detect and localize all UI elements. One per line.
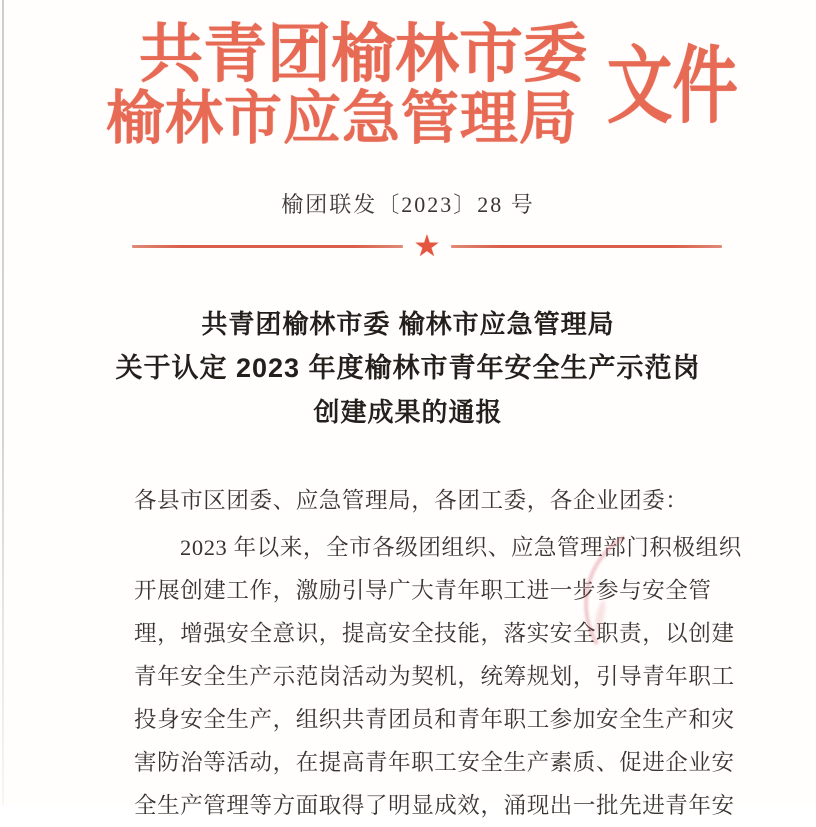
title-line-1: 共青团榆林市委 榆林市应急管理局 — [201, 309, 615, 339]
title-line-3: 创建成果的通报 — [313, 397, 503, 427]
paragraph-line: 全生产管理等方面取得了明显成效，涌现出一批先进青年安 — [134, 793, 735, 818]
paragraph-line: 投身安全生产，组织共青团员和青年职工参加安全生产和灾 — [134, 707, 735, 732]
separator-rule-left — [132, 245, 403, 248]
org-name-char: 市 — [459, 19, 523, 90]
body-paragraph — [134, 526, 742, 827]
paragraph-line: 2023 年以来，全市各级团组织、应急管理部门积极组织 — [180, 535, 742, 560]
paragraph-line: 理，增强安全意识，提高安全技能，落实安全职责，以创建 — [134, 621, 735, 646]
paragraph-line: 害防治等活动，在提高青年职工安全生产素质、促进企业安 — [134, 750, 735, 775]
org-name-char: 急 — [341, 86, 400, 151]
org-name-line-2 — [106, 88, 577, 151]
org-name-char: 应 — [282, 86, 341, 151]
separator-rule-right — [451, 245, 722, 248]
org-name-char: 青 — [203, 19, 267, 90]
paragraph-line: 开展创建工作，激励引导广大青年职工进一步参与安全管 — [134, 578, 712, 603]
scan-edge-artifact — [2, 0, 4, 805]
org-name-char: 共 — [139, 19, 203, 90]
document-number: 榆团联发〔2023〕28 号 — [281, 192, 535, 217]
star-icon: ★ — [413, 230, 441, 263]
org-name-char: 市 — [223, 86, 282, 151]
separator-rule — [132, 230, 722, 262]
org-name-char: 林 — [395, 19, 459, 90]
document-type-label: 文件 — [606, 41, 738, 134]
org-name-char: 榆 — [106, 86, 165, 151]
title-line-2: 关于认定 2023 年度榆林市青年安全生产示范岗 — [115, 353, 701, 383]
salutation-line: 各县市区团委、应急管理局，各团工委，各企业团委： — [134, 488, 689, 513]
org-name-line-1 — [139, 19, 587, 90]
org-name-char: 榆 — [331, 19, 395, 90]
document-title — [58, 303, 758, 434]
org-name-char: 理 — [459, 86, 518, 151]
org-name-char: 管 — [400, 86, 459, 151]
org-name-char: 委 — [523, 19, 587, 90]
org-name-char: 局 — [518, 86, 577, 151]
org-name-char: 林 — [164, 86, 223, 151]
org-name-char: 团 — [267, 19, 331, 90]
paragraph-line: 青年安全生产示范岗活动为契机，统筹规划，引导青年职工 — [134, 664, 735, 689]
body-text — [134, 479, 742, 827]
